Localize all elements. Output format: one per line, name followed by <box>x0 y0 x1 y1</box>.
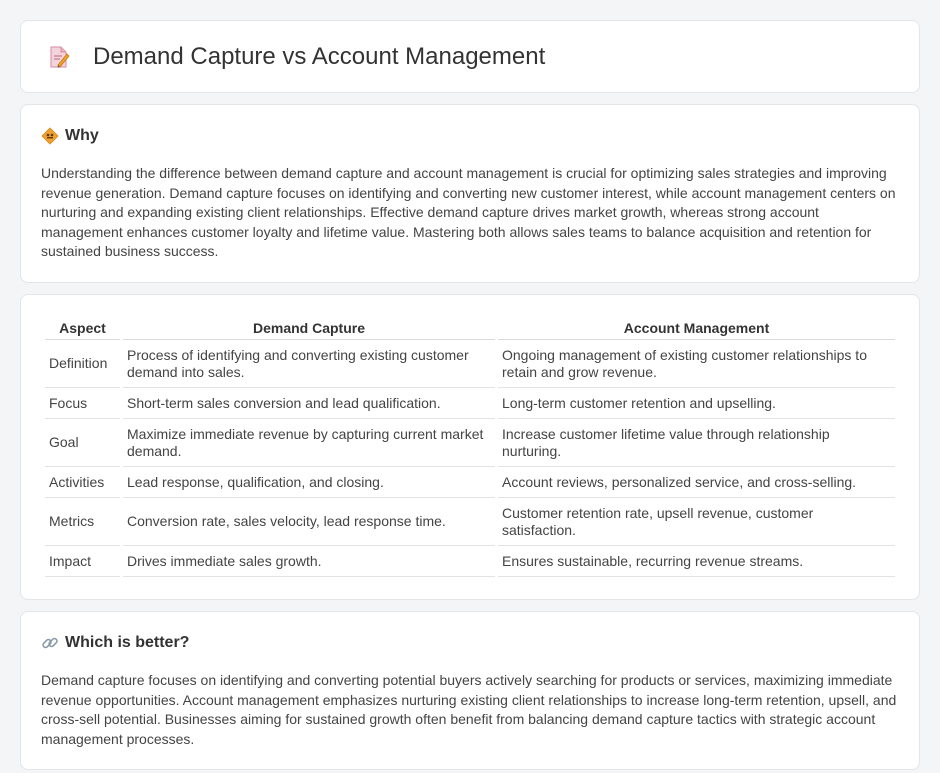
aspect-cell: Activities <box>45 467 120 498</box>
page-title: Demand Capture vs Account Management <box>93 42 546 70</box>
table-row <box>45 419 895 467</box>
aspect-cell: Goal <box>45 419 120 467</box>
demand-capture-cell: Maximize immediate revenue by capturing current market demand. <box>123 419 495 467</box>
account-management-cell: Ongoing management of existing customer relationships to retain and grow revenue. <box>498 340 895 388</box>
link-chain-icon <box>41 634 59 652</box>
aspect-cell: Focus <box>45 388 120 419</box>
better-section <box>20 611 920 770</box>
comparison-section <box>20 294 920 600</box>
account-management-cell: Ensures sustainable, recurring revenue streams. <box>498 546 895 577</box>
why-header <box>41 127 899 145</box>
table-header-row <box>45 315 895 340</box>
table-row <box>45 388 895 419</box>
account-management-cell: Long-term customer retention and upselling. <box>498 388 895 419</box>
why-heading: Why <box>65 127 99 144</box>
diamond-sign-icon <box>41 127 59 145</box>
better-header <box>41 634 899 652</box>
demand-capture-cell: Lead response, qualification, and closing. <box>123 467 495 498</box>
aspect-cell: Metrics <box>45 498 120 546</box>
better-heading: Which is better? <box>65 633 190 651</box>
table-row <box>45 340 895 388</box>
demand-capture-cell: Process of identifying and converting existing customer demand into sales. <box>123 340 495 388</box>
aspect-cell: Definition <box>45 340 120 388</box>
demand-capture-cell: Drives immediate sales growth. <box>123 546 495 577</box>
why-section <box>20 104 920 283</box>
document-pencil-icon <box>47 45 71 69</box>
table-row <box>45 546 895 577</box>
header-account-management: Account Management <box>498 315 895 340</box>
demand-capture-cell: Conversion rate, sales velocity, lead response time. <box>123 498 495 546</box>
header-aspect: Aspect <box>45 315 120 340</box>
better-text: Demand capture focuses on identifying and converting potential buyers actively searching for products or services, maximizing immediate revenue opportunities. Account management emphasizes nurturing existing client relationships to increase long-term retention, upsell, and cross-sell potential. Businesses aiming for sustained growth often benefit from balancing demand capture tactics with strategic account management processes. <box>41 671 897 747</box>
why-text: Understanding the difference between demand capture and account management is crucial for optimizing sales strategies and improving revenue generation. Demand capture focuses on identifying and converting new customer interest, while account management centers on nurturing and expanding existing client relationships. Effective demand capture drives market growth, whereas strong account management enhances customer loyalty and lifetime value. Mastering both allows sales teams to balance acquisition and retention for sustained business success. <box>41 165 896 260</box>
account-management-cell: Account reviews, personalized service, and cross-selling. <box>498 467 895 498</box>
account-management-cell: Increase customer lifetime value through relationship nurturing. <box>498 419 895 467</box>
account-management-cell: Customer retention rate, upsell revenue, customer satisfaction. <box>498 498 895 546</box>
comparison-table <box>42 315 898 577</box>
table-row <box>45 498 895 546</box>
table-row <box>45 467 895 498</box>
aspect-cell: Impact <box>45 546 120 577</box>
demand-capture-cell: Short-term sales conversion and lead qualification. <box>123 388 495 419</box>
header-demand-capture: Demand Capture <box>123 315 495 340</box>
title-card <box>20 20 920 93</box>
